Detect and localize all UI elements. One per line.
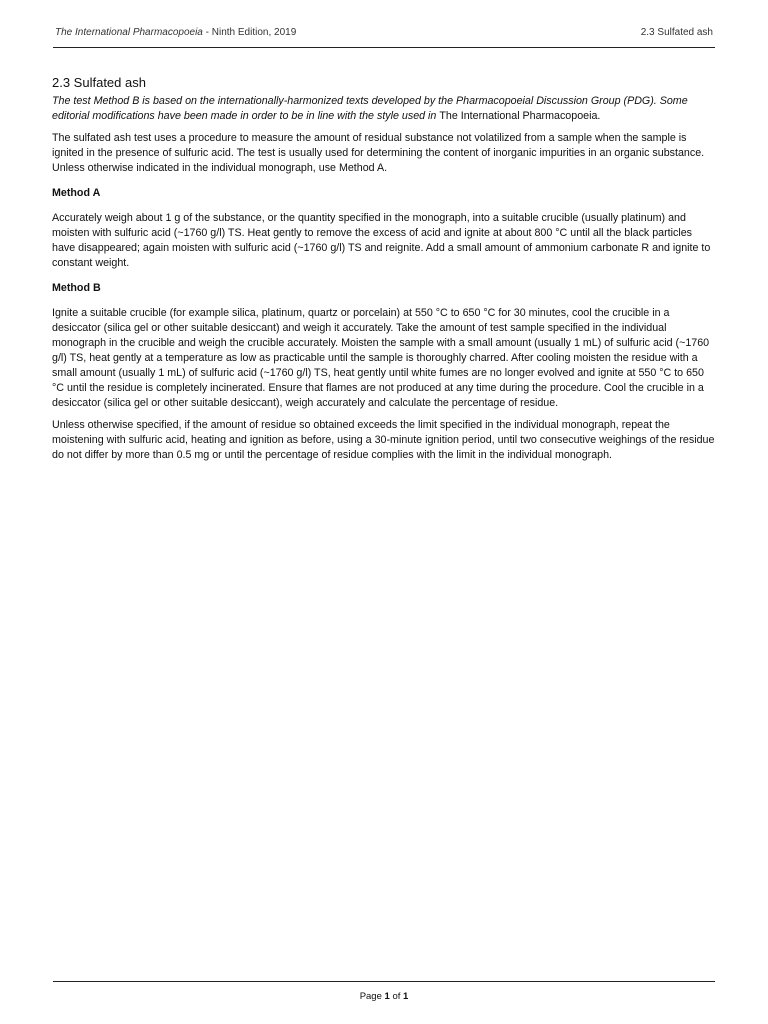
page-header: [53, 27, 715, 45]
header-edition: - Ninth Edition, 2019: [202, 27, 297, 38]
section-title: 2.3 Sulfated ash: [52, 75, 146, 90]
overview-paragraph: The sulfated ash test uses a procedure to measure the amount of residual substance not volatilized from a sample when the sample is ignited in the presence of sulfuric acid. The test is usually used for determining the content of inorganic impurities in an organic substance. Unless otherwise indicated in the individual monograph, use Method A.: [52, 132, 705, 174]
document-body: [52, 74, 715, 470]
intro-publication-name: The International Pharmacopoeia.: [439, 110, 601, 122]
method-a-paragraph: Accurately weigh about 1 g of the substance, or the quantity specified in the monograph, into a suitable crucible (usually platinum) and moisten with sulfuric acid (~1760 g/l) TS. Heat gently to remove the excess of acid and ignite at about 800 °C until all the black particles have disappeared; again moisten with sulfuric acid (~1760 g/l) TS and reignite. Add a small amount of ammonium carbonate R and ignite to constant weight.: [52, 212, 711, 269]
page-of-label: of: [389, 991, 404, 1002]
header-divider: [53, 47, 715, 48]
footer-divider: [53, 981, 715, 982]
header-section: 2.3 Sulfated ash: [640, 27, 713, 38]
page-total: 1: [403, 991, 409, 1002]
intro-italic-text: The test Method B is based on the internationally-harmonized texts developed by the Pharmacopoeial Discussion Group (PDG). Some editorial modifications have been made in order to be in line with the style used in: [52, 95, 688, 122]
page-label: Page: [359, 991, 385, 1002]
method-b-paragraph: Ignite a suitable crucible (for example silica, platinum, quartz or porcelain) at 550 °C to 650 °C for 30 minutes, cool the crucible in a desiccator (silica gel or other suitable desiccant) and weigh it accurately. Take the amount of test sample specified in the individual monograph in the crucible and weigh the crucible accurately. Moisten the sample with a small amount (usually 1 mL) of sulfuric acid (~1760 g/l) TS, heat gently at a temperature as low as practicable until the sample is thoroughly charred. After cooling moisten the residue with a small amount (usually 1 mL) of sulfuric acid (~1760 g/l) TS, heat gently until white fumes are no longer evolved and ignite at 550 °C to 650 °C until the residue is completely incinerated. Ensure that flames are not produced at any time during the procedure. Cool the crucible in a desiccator (silica gel or other suitable desiccant), weigh accurately and calculate the percentage of residue.: [52, 307, 710, 409]
method-b-followup-paragraph: Unless otherwise specified, if the amount of residue so obtained exceeds the limit specified in the individual monograph, repeat the moistening with sulfuric acid, heating and ignition as before, using a 30-minute ignition period, until two consecutive weighings of the residue do not differ by more than 0.5 mg or until the percentage of residue complies with the limit in the individual monograph.: [52, 419, 715, 461]
header-publication-title: The International Pharmacopoeia: [55, 27, 203, 38]
page-number: 1: [384, 991, 390, 1002]
method-a-heading: Method A: [52, 187, 101, 199]
page-footer: [0, 991, 768, 1002]
method-b-heading: Method B: [52, 282, 101, 294]
header-publication: [55, 27, 296, 38]
intro-paragraph: [52, 94, 715, 124]
